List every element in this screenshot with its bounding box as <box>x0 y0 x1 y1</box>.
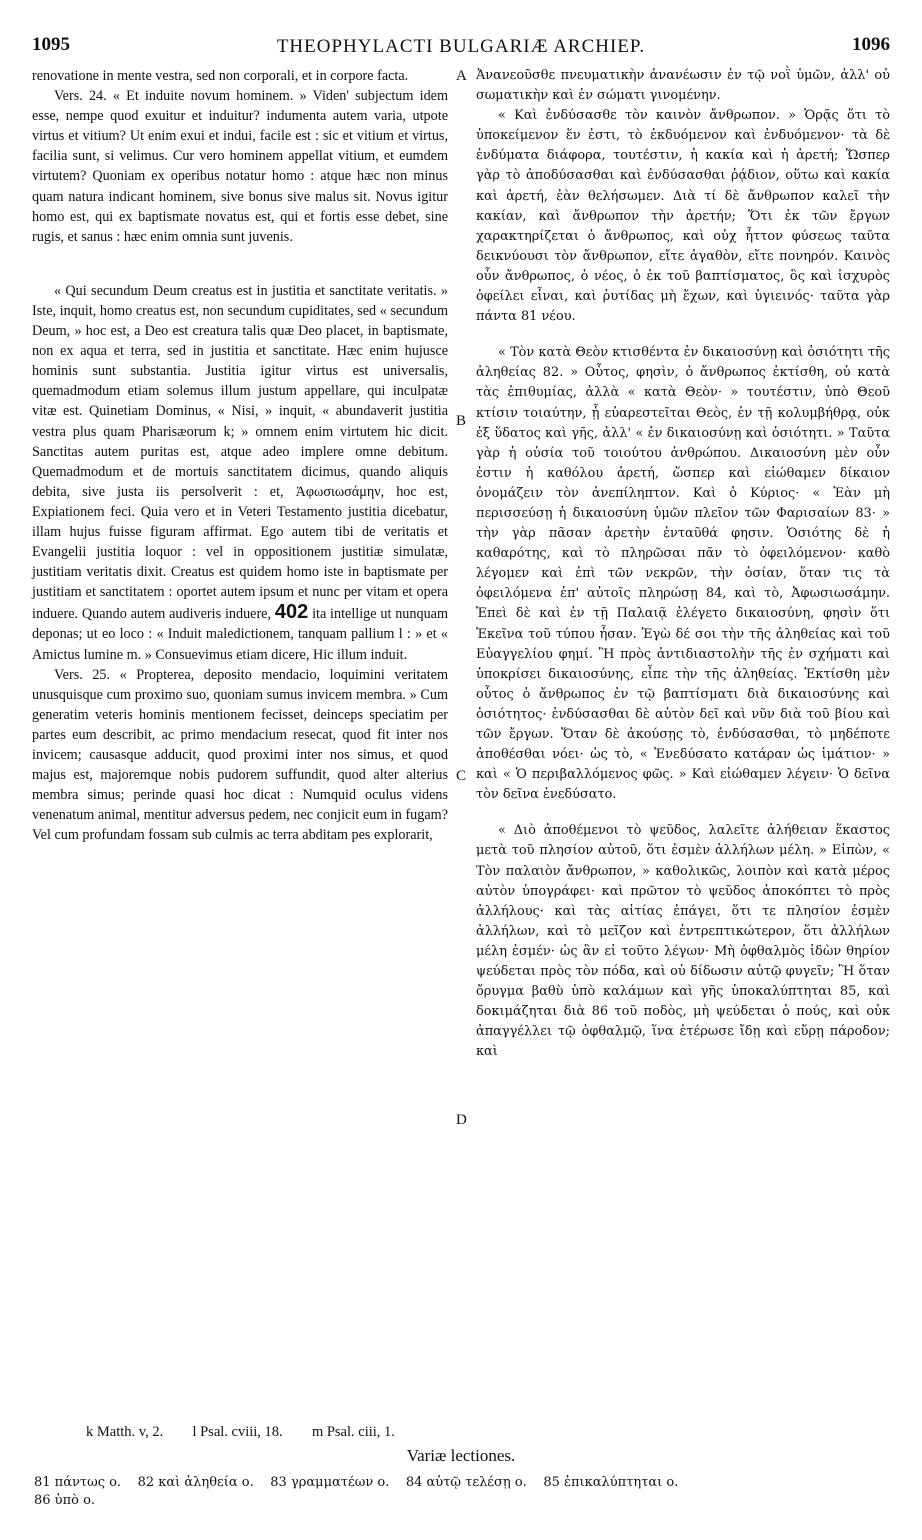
greek-column <box>476 66 890 1063</box>
greek-paragraph-4: « Διὸ ἀποθέμενοι τὸ ψεῦδος, λαλεῖτε ἀλήθειαν ἕκαστος μετὰ τοῦ πλησίον αὐτοῦ, ὅτι ἐσμὲν ἀλλήλων μέλη. » Εἰπὼν, « Τὸν παλαιὸν ἄνθρωπον, » καθολικῶς, λοιπὸν καὶ κατὰ μέρος αὐτὸν ὑπογράφει· καὶ πρῶτον τὸ ψεῦδος ἀποκόπτει τὸ πρὸς ἀλλήλους· καὶ τὰς αἰτίας ἐπάγει, ὅτι τε πλησίον ἐσμὲν ἀλλήλων, καὶ τὸ μεῖζον καὶ ἐντρεπτικώτερον, ὅτι ἀλλήλων μέλη ἐσμέν· ὡς ἂν εἰ τοῦτο λέγων· Μὴ ὀφθαλμὸς ἰδὼν θηρίον ψεύδεται πρὸς τὸν πόδα, καὶ οὐ δίδωσιν αὐτῷ φυγεῖν; Ἢ ὅταν ὄρυγμα βαθὺ ὑπὸ καλάμων καὶ γῆς ὑποκαλύπτηται 85, καὶ δοκιμάζηται διὰ 86 τοῦ ποδὸς, μὴ ψεύδεται ὁ πούς, καὶ οὐκ ἀπαγγέλλει τῷ ὀφθαλμῷ, ἵνα ἑτέρωσε ἴδῃ καὶ εὕρῃ πάροδον; καὶ <box>476 823 890 1060</box>
latin-paragraph-3-tail: ita intellige ut nunquam deponas; ut eo loco : « Induit maledictionem, tanquam pallium l : » et « Amictus lumine m. » Consuevimus etiam dicere, Hic illum induit. <box>32 606 449 663</box>
latin-paragraph-4: Vers. 25. « Propterea, deposito mendacio, loquimini veritatem unusquisque cum proximo suo, quoniam sumus invicem membra. » Cum generatim veteris hominis mentionem fecisset, deinceps speciatim per partes eum describit, ac primo mendacium resecat, quod fit inter nos invicem; causasque adducit, quod proximi inter nos simus, et quod majus est, majoremque nobis pudorem suffundit, quod alter alterius membra simus; perinde quasi hoc dicat : Numquid oculus videns venenatum animal, mentitur adversus pedem, nec conjicit eum in fugam? Vel cum profundam fossam sub culmis ac terra abditam pes explorarit, <box>32 666 448 844</box>
greek-paragraph-2: « Καὶ ἐνδύσασθε τὸν καινὸν ἄνθρωπον. » Ὁρᾷς ὅτι τὸ ὑποκείμενον ἕν ἐστι, τὸ ἐκδυόμενον καὶ ἐνδυόμενον· τὰ δὲ ἐνδύματα διάφορα, τουτέστιν, ἡ κακία καὶ ἡ ἀρετή; Ὥσπερ γὰρ τὸ ἀποδύσασθαι καὶ ἐνδύσασθαι ῥᾴδιον, οὕτω καὶ κακία καὶ ἀρετή, ἐὰν θελήσωμεν. Διὰ τί δὲ ἄνθρωπον καλεῖ τὴν κακίαν, καὶ ἄνθρωπον τὴν ἀρετήν; Ὅτι ἐκ τῶν ἔργων χαρακτηρίζεται ὁ ἄνθρωπος, καὶ οὐχ ἧττον φύσεως ταῦτα δεικνύουσι τὸν ἄνθρωπον, εἴτε ἀγαθὸν, εἴτε πονηρόν. Καινὸς οὖν ἄνθρωπος, ὁ νέος, ὁ ἐκ τοῦ βαπτίσματος, ὃς καὶ ἰσχυρὸς ὀφείλει εἶναι, καὶ ῥυτίδας μὴ ἔχων, καὶ ὑγιεινός· ταῦτα γὰρ πάντα 81 νέου. <box>476 108 890 325</box>
margin-letter-c: C <box>456 768 467 784</box>
latin-column <box>32 66 448 845</box>
page-header <box>32 34 890 64</box>
page-number-right: 1096 <box>852 34 890 55</box>
greek-paragraph-3: « Τὸν κατὰ Θεὸν κτισθέντα ἐν δικαιοσύνῃ καὶ ὁσιότητι τῆς ἀληθείας 82. » Οὗτος, φησὶν, ὁ ἄνθρωπος ἐκτίσθη, οὐ κατὰ τὰς ἐπιθυμίας, ἀλλὰ « κατὰ Θεὸν· » τουτέστιν, ὑπὸ Θεοῦ κτίσιν τοιαύτην, ᾗ εὐαρεστεῖται Θεὸς, ἐν τῇ κολυμβήθρᾳ, οὐκ ἐξ ὕδατος καὶ γῆς, ἀλλ' « ἐν δικαιοσύνῃ καὶ ὁσιότητι. » Ταῦτα γὰρ ἡ οὐσία τοῦ τοιούτου ἀνθρώπου. Δικαιοσύνη μὲν οὖν ἐστιν ἡ καθόλου ἀρετή, ὥσπερ καὶ εἰώθαμεν δίκαιον ὀνομάζειν τὸν ἀνεπίληπτον. Καὶ ὁ Κύριος· « Ἐὰν μὴ περισσεύσῃ ἡ δικαιοσύνη ὑμῶν πλεῖον τῶν Φαρισαίων 83· » τὴν γὰρ πᾶσαν ἀρετὴν ἐνταῦθά φησιν. Ὁσιότης δὲ ἡ καθαρότης, καὶ τὸ πληρῶσαι πᾶν τὸ ὀφειλόμενον· καθὸ λέγομεν καὶ ἐπὶ τῶν νεκρῶν, τὴν ὁσίαν, ὅταν τις τὰ ὀφειλόμενα ἐπ' αὐτοῖς πληρώσῃ 84, καὶ τὸ, Ἀφωσιωσάμην. Ἐπεὶ δὲ καὶ ἐν τῇ Παλαιᾷ ἐλέγετο δικαιοσύνη, φησὶν ὅτι Ἐκεῖνα τοῦ τύπου ἦσαν. Ἐγὼ δέ σοι τὴν τῆς ἀληθείας καὶ τοῦ Εὐαγγελίου φημί. Ἢ πρὸς ἀντιδιαστολὴν τῆς ἐν σχήματι καὶ ὑποκρίσει δικαιοσύνης, εἶπε τὴν τῆς ἀληθείας. Ἐκτίσθη μὲν οὗτος ὁ ἄνθρωπος ἐν τῷ βαπτίσματι διὰ δικαιοσύνης καὶ ὁσιότητος· ἐνδύσασθαι δὲ αὐτὸν δεῖ καὶ νῦν διὰ τοῦ βίου καὶ τῶν ἔργων. Ὅταν δὲ ἀκούσῃς τὸ, ἐνδύσασθαι, τὸ μηδέποτε ἀποθέσθαι νόει· ὡς τὸ, « Ἐνεδύσατο κατάραν ὡς ἱμάτιον· » καὶ « Ὁ περιβαλλόμενος φῶς. » Καὶ εἰώθαμεν λέγειν· Ὁ δεῖνα τὸν δεῖνα ἐνεδύσατο. <box>476 345 890 803</box>
footnote-m: m Psal. ciii, 1. <box>311 1424 395 1440</box>
latin-paragraph-3-text: « Qui secundum Deum creatus est in justitia et sanctitate veritatis. » Iste, inquit, homo creatus est, non secundum cupiditates, sed « secundum Deum, » hoc est, a Deo est creatura talis quæ Deo placet, in baptismate, non ex aqua et terra, sed in justitia et sanctitate. Hæc enim hujusce hominis sunt substantia. Justitia igitur virtus est universalis, quemadmodum etiam solemus illum justum appellare, qui inculpatæ vitæ est. Quinetiam Dominus, « Nisi, » inquit, « abundaverit justitia vestra plus quam Pharisæorum k; » omnem enim virtutem hic dicit. Sanctitas autem puritas est, atque adeo implere omne debitum. Quemadmodum et de mortuis sanctitatem dicimus, quando aliquis debita, sive justa iis persolverit : et, Ἀφωσιωσάμην, hoc est, Expiationem feci. Quia vero et in Veteri Testamento justitia dicebatur, illam hujus fuisse figuram affirmat. Ego autem tibi de veritatis et Evangelii justitia loquor : vel in oppositionem justitiæ simulatæ, justitiam veritatis dixit. Creatus est quidem homo iste in baptismate per justitiam et sanctitatem : oportet autem ipsum et nunc per vitam et opera induere. Quando autem audiveris induere, <box>32 282 448 623</box>
variant-line-2: 86 ὑπὸ ο. <box>34 1493 96 1508</box>
footnotes <box>86 1424 906 1441</box>
variant-line-1: 81 πάντως ο. 82 καὶ ἀληθεία ο. 83 γραμματέων ο. 84 αὐτῷ τελέσῃ ο. 85 ἐπικαλύπτηται ο. <box>34 1475 679 1490</box>
latin-paragraph-2: Vers. 24. « Et induite novum hominem. » Viden' subjectum idem esse, nempe quod exuitur et induitur? indumenta autem varia, utpote virtus et vitium? Ut enim exui et indui, facile est : sic et vitium et virtus, facilia sunt, si velimus. Cur vero hominem appellat vitium, et eumdem virtutem? Quoniam ex operibus notatur homo : atque hæc non minus quam natura indicant hominem, sive bonus sive malus sit. Novus igitur homo est, qui ex baptismate novatus est, qui et fortis esse debet, sine rugis, et sanus : hæc enim omnia sunt juvenis. <box>32 88 448 245</box>
margin-letter-d: D <box>456 1112 467 1128</box>
page-number-left: 1095 <box>32 34 70 55</box>
footnote-l: l Psal. cviii, 18. <box>192 1424 283 1440</box>
latin-paragraph-1: renovatione in mente vestra, sed non corporali, et in corpore facta. <box>32 68 409 84</box>
column-number: 402 <box>274 601 309 624</box>
greek-paragraph-1: Ἀνανεοῦσθε πνευματικὴν ἀνανέωσιν ἐν τῷ νοῒ ὑμῶν, ἀλλ' οὐ σωματικὴν καὶ ἐν σώματι γινομένην. <box>476 68 890 104</box>
margin-letter-a: A <box>456 68 467 84</box>
variant-readings <box>34 1474 892 1510</box>
running-title: THEOPHYLACTI BULGARIÆ ARCHIEP. <box>276 36 646 57</box>
variant-readings-heading: Variæ lectiones. <box>406 1446 516 1465</box>
latin-paragraph-3 <box>32 281 448 665</box>
footnote-k: k Matth. v, 2. <box>86 1424 164 1440</box>
margin-letter-b: B <box>456 413 467 429</box>
